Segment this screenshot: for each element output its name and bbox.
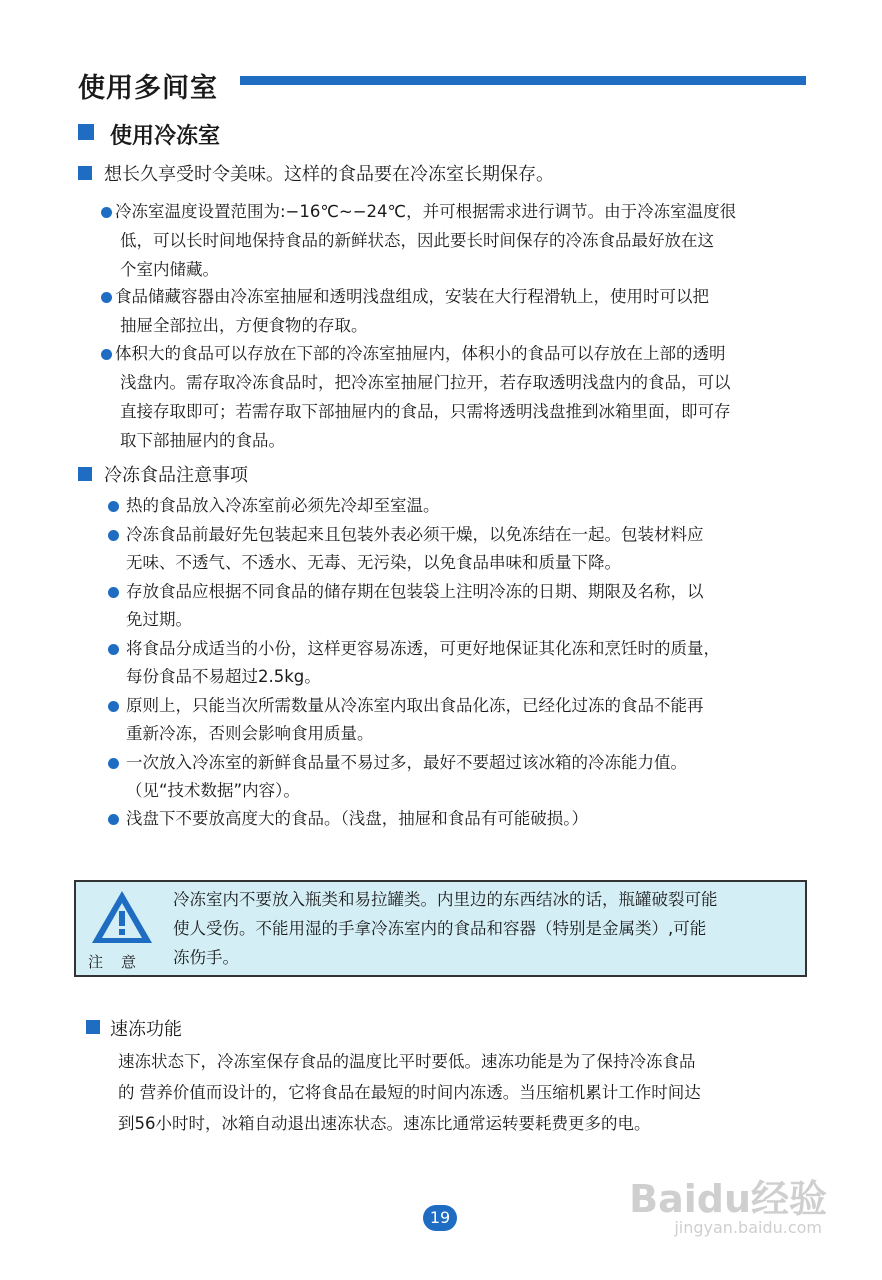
note-dot-icon	[108, 587, 119, 598]
notes-heading: 冷冻食品注意事项	[104, 465, 248, 486]
note-dot-icon	[108, 501, 119, 512]
intro-bullet-line: 取下部抽屉内的食品。	[120, 431, 285, 450]
intro-bullet-line: 低，可以长时间地保持食品的新鲜状态，因此要长时间保存的冷冻食品最好放在这	[120, 231, 714, 250]
intro-bullet-line: 抽屉全部拉出，方便食物的存取。	[120, 316, 368, 335]
note-dot-icon	[108, 530, 119, 541]
watermark-url: jingyan.baidu.com	[674, 1218, 822, 1237]
warning-icon	[90, 889, 154, 945]
note-line: 每份食品不易超过2.5kg。	[126, 667, 321, 686]
quick-heading: 速冻功能	[110, 1019, 182, 1040]
note-dot-icon	[108, 701, 119, 712]
intro-text: 想长久享受时令美味。这样的食品要在冷冻室长期保存。	[104, 164, 554, 185]
caution-label: 注意	[88, 953, 155, 971]
caution-line: 冷冻室内不要放入瓶类和易拉罐类。内里边的东西结冰的话，瓶罐破裂可能	[173, 890, 718, 909]
note-line: 一次放入冷冻室的新鲜食品量不易过多，最好不要超过该冰箱的冷冻能力值。	[126, 753, 687, 772]
intro-bullet-line: 食品储藏容器由冷冻室抽屉和透明浅盘组成，安装在大行程滑轨上，使用时可以把	[115, 287, 709, 306]
caution-text	[173, 885, 798, 972]
quick-text	[118, 1046, 701, 1139]
bullet-dot-icon	[101, 349, 112, 360]
note-line: 无味、不透气、不透水、无毒、无污染，以免食品串味和质量下降。	[126, 553, 621, 572]
quick-square-icon	[86, 1020, 100, 1034]
section-heading: 使用冷冻室	[110, 124, 221, 149]
intro-bullet-line: 冷冻室温度设置范围为:−16℃~−24℃，并可根据需求进行调节。由于冷冻室温度很	[115, 202, 737, 221]
note-line: 存放食品应根据不同食品的储存期在包装袋上注明冷冻的日期、期限及名称，以	[126, 582, 704, 601]
note-dot-icon	[108, 758, 119, 769]
intro-bullet-line: 直接存取即可；若需存取下部抽屉内的食品，只需将透明浅盘推到冰箱里面，即可存	[120, 402, 731, 421]
note-line: 浅盘下不要放高度大的食品。（浅盘，抽屉和食品有可能破损。）	[126, 809, 588, 828]
quick-line: 到56小时时，冰箱自动退出速冻状态。速冻比通常运转要耗费更多的电。	[118, 1114, 651, 1133]
note-line: 免过期。	[126, 610, 192, 629]
note-line: 原则上，只能当次所需数量从冷冻室内取出食品化冻，已经化过冻的食品不能再	[126, 696, 704, 715]
note-line: （见“技术数据”内容）。	[126, 781, 300, 800]
caution-line: 冻伤手。	[173, 948, 239, 967]
note-line: 冷冻食品前最好先包装起来且包装外表必须干燥，以免冻结在一起。包装材料应	[126, 525, 704, 544]
bullet-dot-icon	[101, 207, 112, 218]
note-dot-icon	[108, 814, 119, 825]
intro-bullet-line: 浅盘内。需存取冷冻食品时，把冷冻室抽屉门拉开，若存取透明浅盘内的食品，可以	[120, 373, 731, 392]
intro-bullet-line: 体积大的食品可以存放在下部的冷冻室抽屉内，体积小的食品可以存放在上部的透明	[115, 344, 726, 363]
page-number: 19	[423, 1205, 457, 1231]
page-title: 使用多间室	[78, 73, 218, 104]
note-dot-icon	[108, 644, 119, 655]
quick-line: 的 营养价值而设计的，它将食品在最短的时间内冻透。当压缩机累计工作时间达	[118, 1083, 701, 1102]
note-line: 将食品分成适当的小份，这样更容易冻透，可更好地保证其化冻和烹饪时的质量，	[126, 639, 720, 658]
note-line: 热的食品放入冷冻室前必须先冷却至室温。	[126, 496, 440, 515]
quick-line: 速冻状态下，冷冻室保存食品的温度比平时要低。速冻功能是为了保持冷冻食品	[118, 1052, 696, 1071]
intro-bullet-line: 个室内储藏。	[120, 260, 219, 279]
caution-line: 使人受伤。不能用湿的手拿冷冻室内的食品和容器（特别是金属类）,可能	[173, 919, 707, 938]
bullet-dot-icon	[101, 292, 112, 303]
notes-square-icon	[78, 467, 92, 481]
watermark-logo: Baidu经验	[629, 1177, 827, 1221]
intro-square-icon	[78, 166, 92, 180]
section-square-icon	[78, 124, 94, 140]
note-line: 重新冷冻，否则会影响食用质量。	[126, 724, 374, 743]
title-rule	[240, 76, 806, 85]
